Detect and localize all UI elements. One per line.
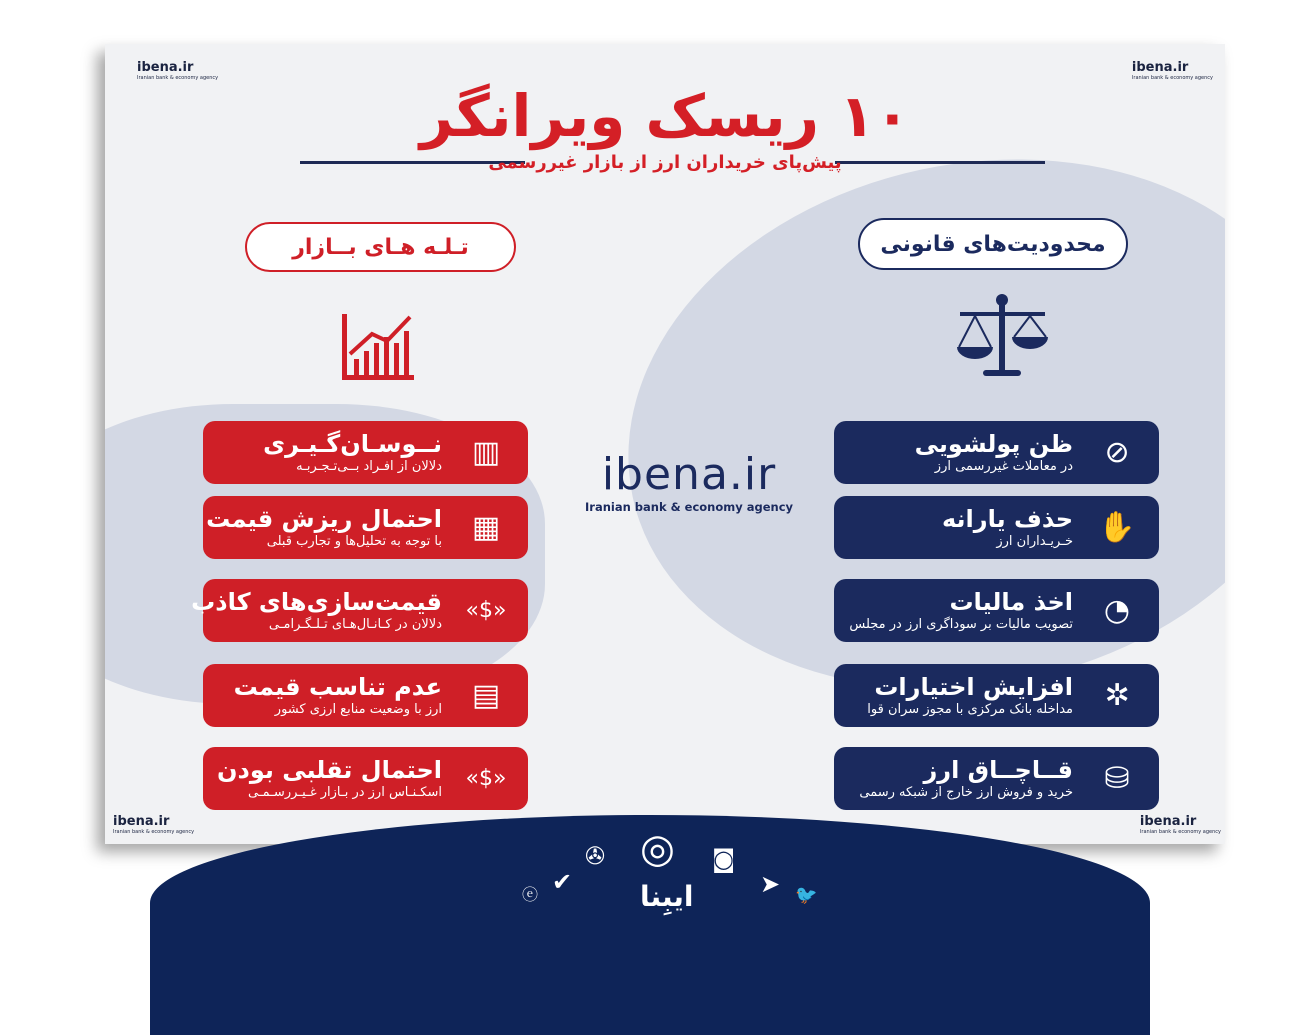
coins-icon: ⛁	[1104, 761, 1130, 796]
podcast-icon: ◎	[640, 826, 675, 872]
card-title: نــوسـان‌گـیـری	[263, 429, 442, 458]
risk-card-counterfeit	[203, 747, 528, 810]
watermark-bottom-right: ibena.ir Iranian bank & economy agency	[1139, 814, 1221, 835]
page-subtitle: پیش‌پای خریداران ارز از بازار غیررسمی	[488, 152, 842, 173]
risk-card-money-laundering	[834, 421, 1159, 484]
risk-card-fake-pricing	[191, 579, 528, 642]
section-heading-market-traps: تـلـه هـای بــازار	[245, 222, 516, 272]
page-title: ۱۰ ریسک ویرانگر	[419, 82, 911, 150]
hand-coin-icon: ✋	[1098, 510, 1136, 545]
footer-brand: ایبِنا	[640, 880, 694, 913]
watermark-top-left: ibena.ir Iranian bank & economy agency	[137, 60, 219, 81]
instagram-icon[interactable]: ◙	[712, 845, 736, 873]
aparat-icon[interactable]: ✇	[585, 842, 606, 870]
scales-icon	[955, 292, 1050, 384]
card-title: احتمال تقلبی بودن	[217, 755, 442, 784]
cash-stack-icon: «$»	[465, 766, 507, 791]
card-title: احتمال ریزش قیمت	[206, 504, 442, 533]
card-title: قیمت‌سازی‌های کاذب	[191, 587, 442, 616]
central-bank-icon: ✲	[1104, 678, 1130, 713]
center-logo	[585, 449, 793, 514]
card-subtitle: در معاملات غیررسمی ارز	[934, 458, 1073, 474]
card-subtitle: مداخله بانک مرکزی با مجوز سران قوا	[867, 701, 1073, 717]
pie-chart-icon: ◔	[1103, 593, 1131, 628]
card-subtitle: اسکـنـاس ارز در بـازار غـیـررسـمـی	[247, 784, 442, 800]
handshake-icon: ⊘	[1104, 435, 1130, 470]
bar-chart-icon: ▥	[471, 435, 501, 470]
logo-name: ibena.ir	[601, 449, 777, 500]
risk-card-price-drop	[203, 496, 528, 559]
telegram-icon[interactable]: ➤	[760, 870, 781, 898]
card-subtitle: ارز با وضعیت منابع ارزی کشور	[274, 701, 442, 717]
twitter-icon[interactable]: 🐦	[795, 885, 818, 906]
risk-card-smuggling	[834, 747, 1159, 810]
card-title: قــاچــاق ارز	[923, 755, 1073, 784]
risk-card-volatility	[203, 421, 528, 484]
card-title: ظن پولشویی	[914, 429, 1073, 458]
eitaa-icon[interactable]: ⓔ	[522, 885, 539, 904]
watermark-bottom-left: ibena.ir Iranian bank & economy agency	[113, 814, 195, 835]
card-title: حذف یارانه	[941, 504, 1073, 533]
chart-icon	[342, 309, 414, 384]
watermark-top-right: ibena.ir Iranian bank & economy agency	[1131, 60, 1213, 81]
card-subtitle: دلالان از افـراد بــی‌تـجـربـه	[296, 458, 442, 474]
card-title: عدم تناسب قیمت	[233, 672, 442, 701]
card-subtitle: تصویب مالیات بر سوداگری ارز در مجلس	[849, 616, 1073, 632]
clipboard-icon: ▤	[471, 678, 501, 713]
card-subtitle: با توجه به تحلیل‌ها و تجارب قبلی	[266, 533, 442, 549]
soroush-icon[interactable]: ✔	[552, 868, 573, 896]
risk-card-subsidy-removal	[834, 496, 1159, 559]
risk-card-authority-increase	[834, 664, 1159, 727]
card-subtitle: خرید و فروش ارز خارج از شبکه رسمی	[859, 784, 1073, 800]
logo-tagline: Iranian bank & economy agency	[585, 500, 794, 514]
calculator-icon: ▦	[471, 510, 501, 545]
banknote-icon: «$»	[465, 598, 507, 623]
card-title: افزایش اختیارات	[874, 672, 1073, 701]
section-heading-legal-restrictions: محدودیت‌های قانونی	[858, 218, 1128, 270]
risk-card-price-mismatch	[203, 664, 528, 727]
infographic-poster	[105, 44, 1225, 844]
card-title: اخذ مالیات	[949, 587, 1073, 616]
card-subtitle: دلالان در کـانـال‌هـای تـلـگـرامـی	[268, 616, 442, 632]
risk-card-taxation	[834, 579, 1159, 642]
card-subtitle: خـریـداران ارز	[996, 533, 1073, 549]
